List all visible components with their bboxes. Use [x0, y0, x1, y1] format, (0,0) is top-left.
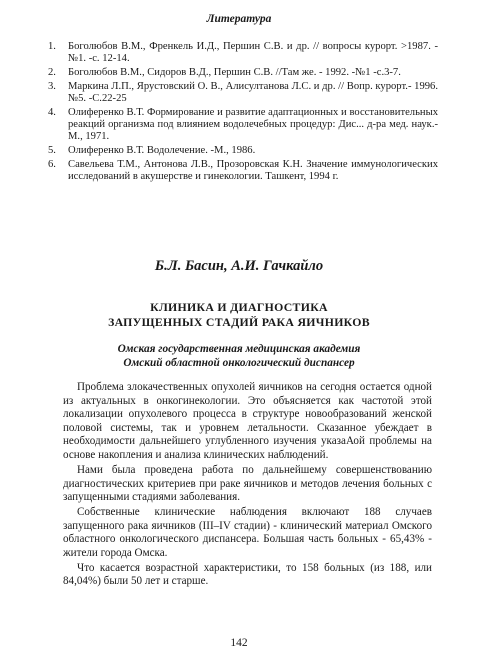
- article-affiliation: [0, 342, 478, 370]
- body-paragraph: Нами была проведена работа по дальнейшему совершенствованию диагностических критериев при раке яичников и методов лечения больных с запущенными стадиями заболевания.: [63, 463, 432, 504]
- reference-text: Савельева Т.М., Антонова Л.В., Прозоровская К.Н. Значение иммунологических исследований в акушерстве и гинекологии. Ташкент, 1994 г.: [68, 158, 438, 182]
- reference-number: 3.: [48, 80, 56, 92]
- body-paragraph: Что касается возрастной характеристики, то 158 больных (из 188, или 84,04%) были 50 лет и старше.: [63, 561, 432, 588]
- reference-number: 4.: [48, 106, 56, 118]
- article-title: [0, 300, 478, 330]
- reference-list: [48, 41, 438, 185]
- page-number: 142: [230, 637, 248, 649]
- body-paragraph: Собственные клинические наблюдения включают 188 случаев запущенного рака яичников (III–IV стадии) - клинический материал Омского областного онкологического диспансера. Большая часть больных - 65,43% - жители города Омска.: [63, 506, 432, 559]
- body-paragraph: Проблема злокачественных опухолей яичников на сегодня остается одной из актуальных в онкогинекологии. Это объясняется как частотой этой локализации опухолевого процесса в структуре новообразований женской половой системы, так и уровнем летальности. Сказанное убеждает в необходимости дальнейшего углубленного изучения указаАой проблемы на основе накопления и анализа клинических наблюдений.: [63, 381, 432, 461]
- article-title-line: ЗАПУЩЕННЫХ СТАДИЙ РАКА ЯИЧНИКОВ: [108, 315, 370, 329]
- reference-item: [48, 67, 438, 79]
- reference-item: [48, 81, 438, 106]
- affiliation-line: Омская государственная медицинская академия: [117, 343, 361, 355]
- reference-text: Олиференко В.Т. Водолечение. -М., 1986.: [68, 145, 256, 156]
- reference-text: Олиференко В.Т. Формирование и развитие адаптационных и восстановительных реакций организма под влиянием водолечебных процедур: Дис... д-ра мед. наук.-М., 1971.: [68, 106, 438, 143]
- article-title-line: КЛИНИКА И ДИАГНОСТИКА: [150, 300, 328, 314]
- reference-item: [48, 159, 438, 184]
- article-authors: Б.Л. Басин, А.И. Гачкайло: [154, 258, 324, 274]
- reference-text: Боголюбов В.М., Сидоров В.Д., Першин С.В. //Там же. - 1992. -№1 -с.3-7.: [68, 67, 401, 78]
- article-body: [63, 381, 432, 590]
- reference-number: 2.: [48, 67, 56, 78]
- reference-item: [48, 107, 438, 144]
- running-head: Литература: [206, 13, 272, 25]
- reference-number: 5.: [48, 145, 56, 156]
- reference-text: Боголюбов В.М., Френкель И.Д., Першин С.В. и др. // вопросы курорт. >1987. -№1. -с. 12-14.: [68, 41, 438, 65]
- reference-item: [48, 41, 438, 66]
- reference-number: 1.: [48, 41, 56, 52]
- reference-item: [48, 145, 438, 157]
- reference-number: 6.: [48, 158, 56, 170]
- affiliation-line: Омский областной онкологический диспансер: [123, 357, 355, 369]
- reference-text: Маркина Л.П., Ярустовский О. В., Алисултанова Л.С. и др. // Вопр. курорт.- 1996. №5. -С.22-25: [68, 80, 438, 104]
